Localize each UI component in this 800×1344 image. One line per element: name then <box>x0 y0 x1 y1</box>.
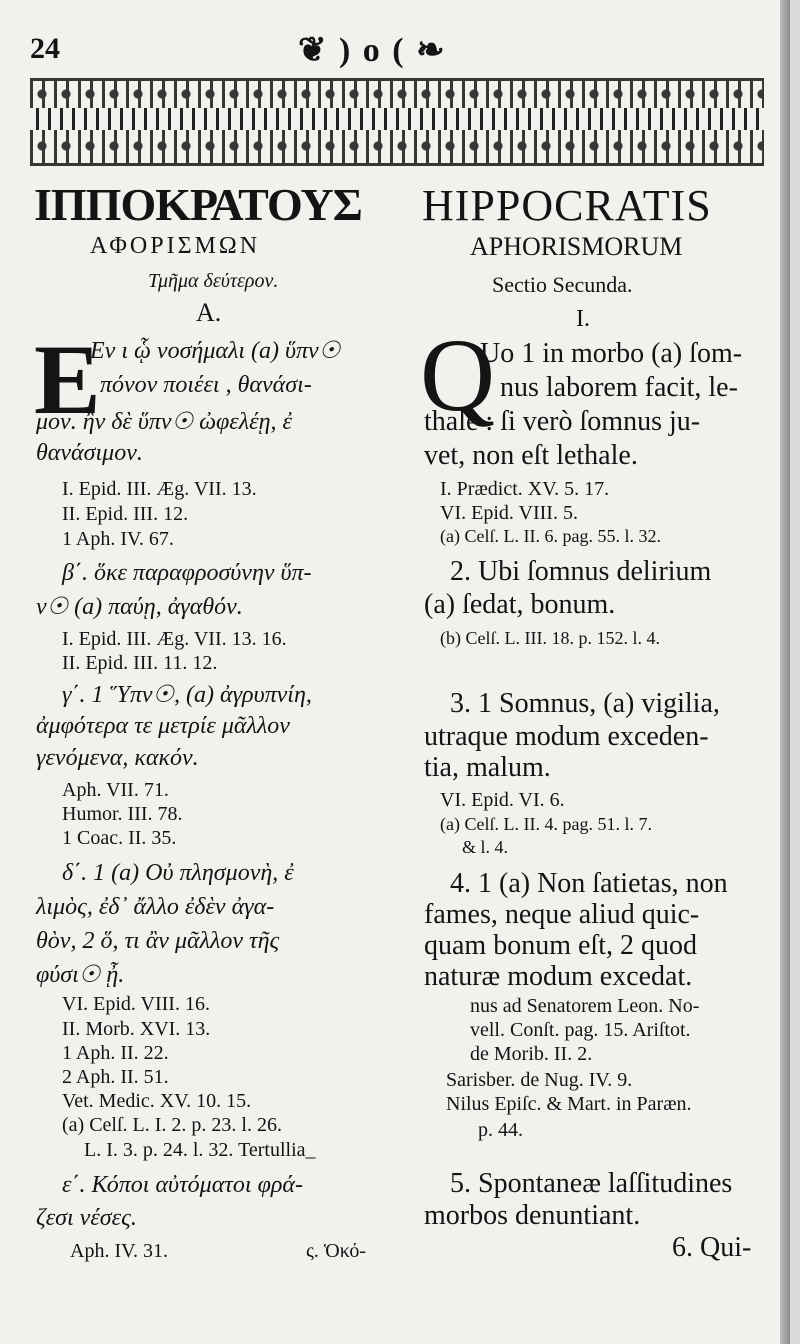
latin-line: (a) ſedat, bonum. <box>424 589 616 620</box>
greek-line: I. Epid. III. Æg. VII. 13. 16. <box>62 628 287 650</box>
greek-line: ε΄. Κόποι αὐτόματοι φρά- <box>62 1172 303 1198</box>
latin-line: (a) Celſ. L. II. 6. pag. 55. l. 32. <box>440 526 661 546</box>
latin-line: 2. Ubi ſomnus delirium <box>450 556 712 587</box>
greek-line: θὸν, 2 ὅ, τι ἂν μᾶλλον τῆς <box>36 928 280 954</box>
latin-line: (a) Celſ. L. II. 4. pag. 51. l. 7. <box>440 814 652 834</box>
latin-line: (b) Celſ. L. III. 18. p. 152. l. 4. <box>440 628 660 648</box>
page-number: 24 <box>30 32 60 65</box>
greek-line: (a) Celſ. L. I. 2. p. 23. l. 26. <box>62 1114 282 1136</box>
latin-line: & l. 4. <box>462 837 509 857</box>
latin-title: HIPPOCRATIS <box>422 181 712 230</box>
latin-line: morbos denuntiant. <box>424 1200 641 1231</box>
latin-line: 3. 1 Somnus, (a) vigilia, <box>450 688 720 719</box>
latin-line: 4. 1 (a) Non ſatietas, non <box>450 868 728 899</box>
greek-line: I. Epid. III. Æg. VII. 13. <box>62 478 257 500</box>
latin-line: VI. Epid. VIII. 5. <box>440 502 578 524</box>
greek-line: Aph. IV. 31. <box>70 1240 168 1262</box>
header-ornament: ❦ ) o ( ❧ <box>298 32 447 69</box>
greek-line: γ΄. 1 Ὕπν☉, (a) ἀγρυπνίη, <box>62 682 312 708</box>
greek-line: VI. Epid. VIII. 16. <box>62 993 210 1015</box>
greek-line: Vet. Medic. XV. 10. 15. <box>62 1090 252 1112</box>
greek-line: ἀμφότερα τε μετρίε μᾶλλον <box>36 713 290 739</box>
greek-line: L. I. 3. p. 24. l. 32. Tertullia_ <box>84 1139 316 1161</box>
latin-line: tia, malum. <box>424 752 551 783</box>
latin-line: Uo 1 in morbo (a) ſom- <box>480 338 743 369</box>
latin-line: VI. Epid. VI. 6. <box>440 789 565 811</box>
greek-number: Α. <box>196 298 222 327</box>
latin-line: vet, non eſt lethale. <box>424 440 638 471</box>
latin-line: 5. Spontaneæ laſſitudines <box>450 1168 733 1199</box>
latin-line: nus laborem facit, le- <box>500 372 738 403</box>
page-edge <box>780 0 790 1344</box>
greek-line: 1 Aph. II. 22. <box>62 1042 169 1064</box>
latin-subtitle: APHORISMORUM <box>470 232 683 261</box>
decorative-band-inner <box>30 108 764 130</box>
greek-line: ν☉ (a) παύῃ, ἀγαθόν. <box>36 594 243 620</box>
latin-line: nus ad Senatorem Leon. No- <box>470 995 700 1017</box>
latin-line: utraque modum exceden- <box>424 721 709 752</box>
greek-line: μον. ἢν δὲ ὕπν☉ ὠφελέῃ, ἐ <box>36 409 292 435</box>
greek-line: λιμὸς, ἐδ᾽ ἄλλο ἐδὲν ἀγα- <box>36 894 275 920</box>
greek-line: II. Morb. XVI. 13. <box>62 1018 211 1040</box>
latin-section: Sectio Secunda. <box>492 272 633 297</box>
greek-line: 1 Aph. IV. 67. <box>62 528 174 550</box>
greek-line: 1 Coac. II. 35. <box>62 827 177 849</box>
greek-line: 2 Aph. II. 51. <box>62 1066 169 1088</box>
greek-line: II. Epid. III. 12. <box>62 503 189 525</box>
latin-line: Nilus Epiſc. & Mart. in Paræn. <box>446 1093 692 1115</box>
greek-line: Aph. VII. 71. <box>62 779 169 801</box>
greek-subtitle: ΑΦΟΡΙΣΜΩΝ <box>90 233 261 259</box>
greek-line: θανάσιμον. <box>36 440 143 466</box>
greek-section: Τμῆμα δεύτερον. <box>148 270 279 292</box>
latin-line: fames, neque aliud quic- <box>424 899 700 930</box>
latin-line: I. Prædict. XV. 5. 17. <box>440 478 610 500</box>
latin-line: thale : ſi verò ſomnus ju- <box>424 406 701 437</box>
latin-catchword: 6. Qui- <box>672 1232 752 1263</box>
greek-line: φύσι☉ ᾖ. <box>36 962 125 988</box>
greek-title: ΙΠΠΟΚΡΑΤΟΥΣ <box>34 179 362 230</box>
latin-line: Sarisber. de Nug. IV. 9. <box>446 1069 633 1091</box>
greek-line: Εν ι ᾧ νοσήμαλι (a) ὕπν☉ <box>90 338 341 364</box>
latin-line: p. 44. <box>478 1119 523 1141</box>
middle-catchword: ς. Ὁκό- <box>306 1240 367 1262</box>
latin-line: vell. Conſt. pag. 15. Ariſtot. <box>470 1019 691 1041</box>
greek-line: β΄. ὅκε παραφροσύνην ὕπ- <box>62 560 312 586</box>
greek-line: ζεσι νέσες. <box>36 1205 137 1231</box>
latin-number: I. <box>576 306 590 332</box>
greek-line: γενόμενα, κακόν. <box>36 745 199 771</box>
greek-drop-cap: Ε <box>34 324 101 435</box>
greek-line: Humor. III. 78. <box>62 803 183 825</box>
latin-drop-cap: Q <box>420 318 496 433</box>
latin-line: quam bonum eſt, 2 quod <box>424 930 697 961</box>
latin-line: naturæ modum excedat. <box>424 961 693 992</box>
greek-line: πόνον ποιέει , θανάσι- <box>100 372 312 398</box>
greek-line: II. Epid. III. 11. 12. <box>62 652 218 674</box>
latin-line: de Morib. II. 2. <box>470 1043 593 1065</box>
greek-line: δ΄. 1 (a) Οὐ πλησμονὴ, ἐ <box>62 860 294 886</box>
